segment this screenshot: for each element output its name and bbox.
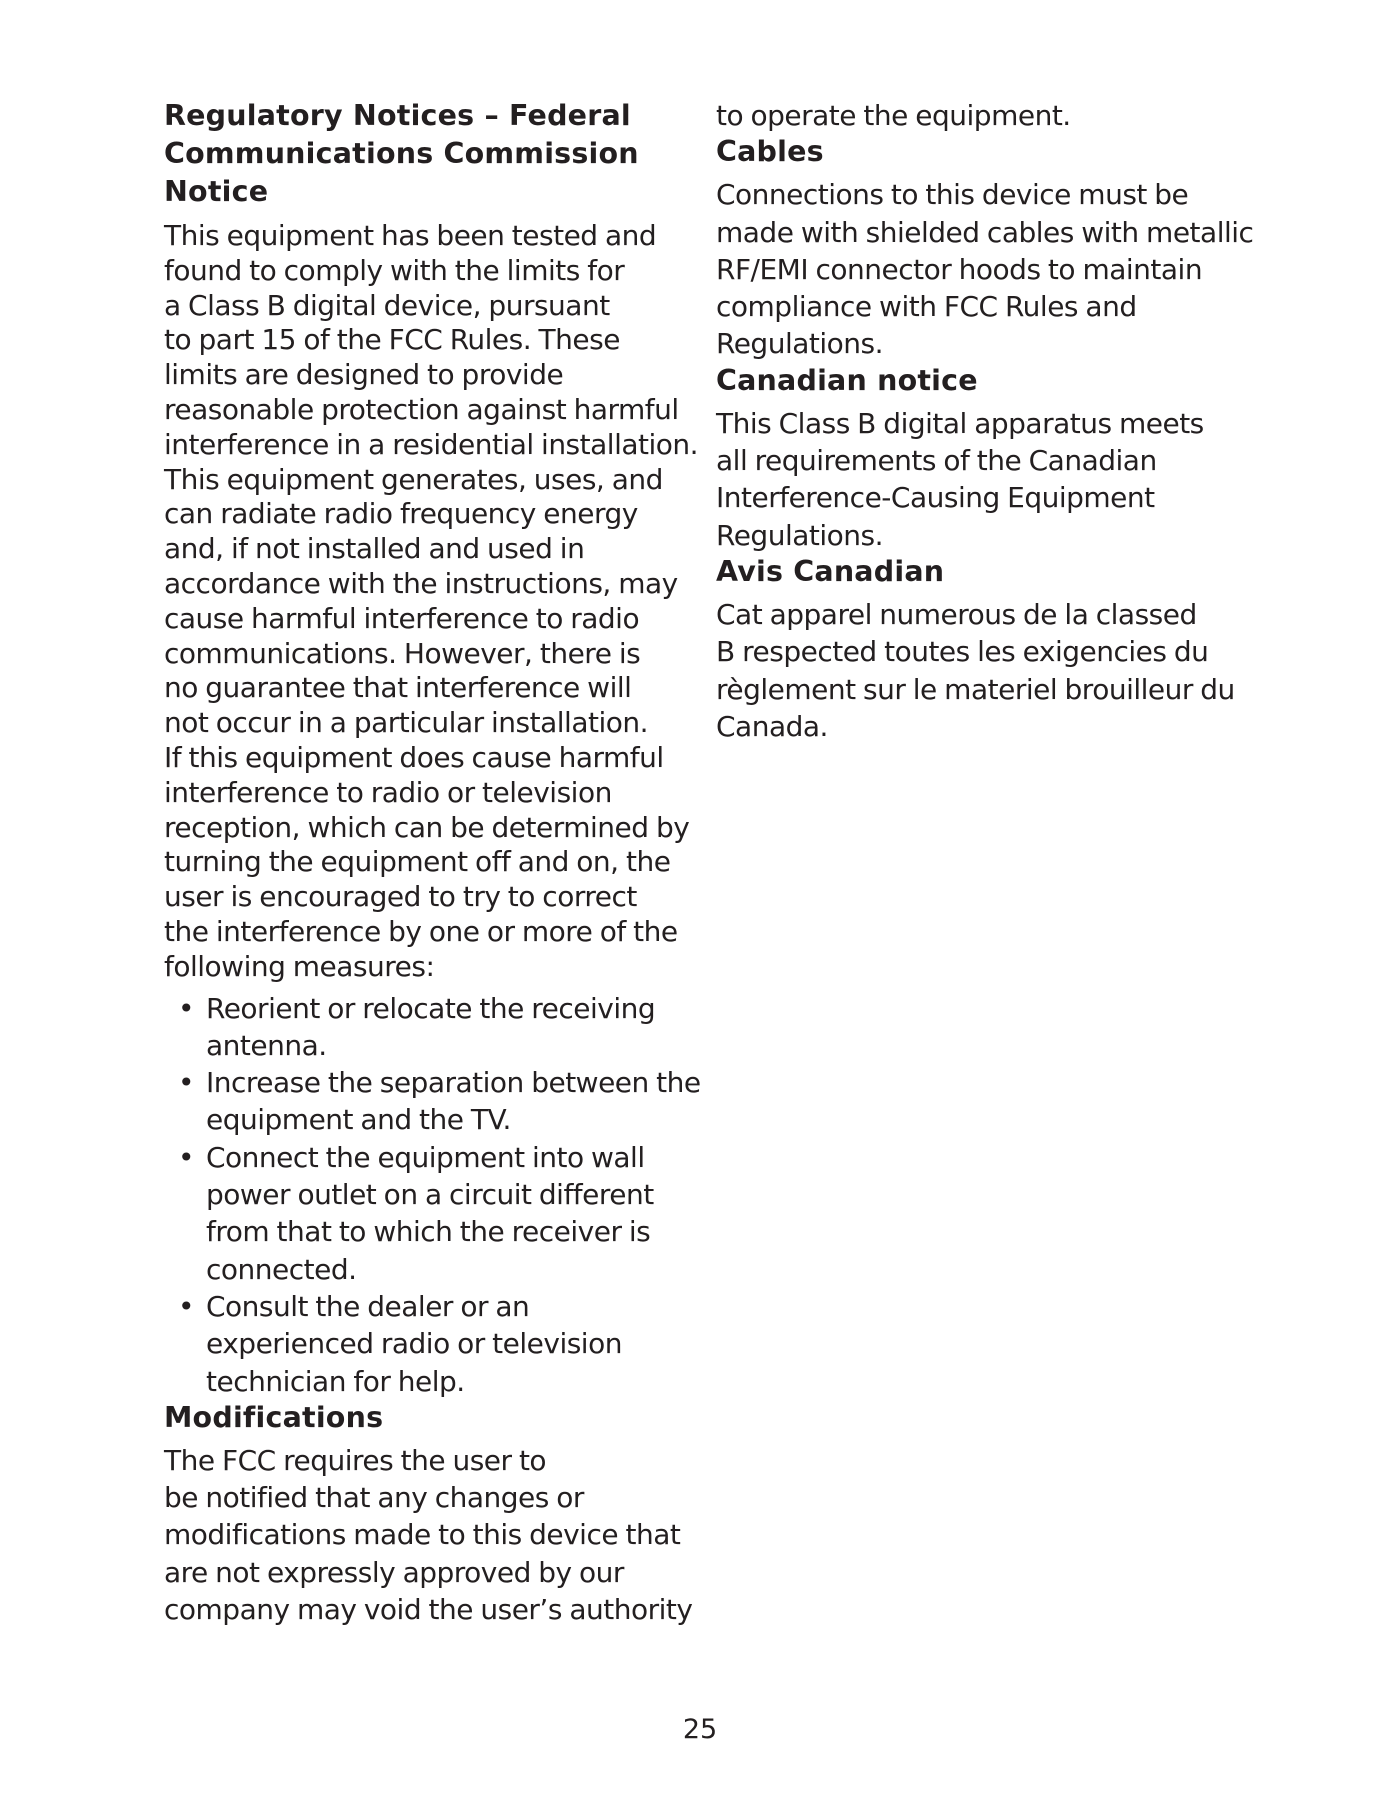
paragraph-line: Regulations.: [716, 327, 884, 361]
list-item-line: equipment and the TV.: [206, 1103, 511, 1137]
list-item-line: connected.: [206, 1252, 357, 1286]
title-line: Regulatory Notices – Federal: [164, 99, 631, 132]
avis-canadian-heading: Avis Canadian: [716, 554, 945, 588]
paragraph-line: company may void the user’s authority: [164, 1592, 693, 1626]
paragraph-line: are not expressly approved by our: [164, 1555, 624, 1589]
paragraph-line: modifications made to this device that: [164, 1518, 681, 1552]
canadian-notice-paragraph: [716, 405, 1276, 554]
paragraph-line: be notified that any changes or: [164, 1481, 584, 1515]
fcc-notice-paragraph: [164, 219, 699, 985]
paragraph-line: Interference-Causing Equipment: [716, 481, 1155, 515]
paragraph-line: can radiate radio frequency energy: [164, 497, 638, 531]
list-item: [164, 990, 684, 1065]
paragraph-line: interference to radio or television: [164, 775, 612, 809]
paragraph-line: limits are designed to provide: [164, 358, 564, 392]
list-item-line: experienced radio or television: [206, 1327, 622, 1361]
cables-paragraph: [716, 176, 1276, 362]
title-line: Communications Commission: [164, 137, 639, 170]
paragraph-line: all requirements of the Canadian: [716, 444, 1157, 478]
bullet-icon: •: [178, 991, 195, 1025]
bullet-icon: •: [178, 1066, 195, 1100]
paragraph-line: cause harmful interference to radio: [164, 601, 640, 635]
paragraph-line: Canada.: [716, 709, 828, 743]
left-column: [164, 97, 701, 1628]
list-item-line: power outlet on a circuit different: [206, 1178, 654, 1212]
page-title: [164, 97, 684, 211]
paragraph-line: This equipment generates, uses, and: [164, 462, 663, 496]
paragraph-line: reasonable protection against harmful: [164, 392, 679, 426]
list-item-line: Reorient or relocate the receiving: [206, 991, 656, 1025]
paragraph-line: Connections to this device must be: [716, 178, 1189, 212]
paragraph-line: compliance with FCC Rules and: [716, 290, 1137, 324]
list-item-line: Connect the equipment into wall: [206, 1140, 645, 1174]
paragraph-line: not occur in a particular installation.: [164, 706, 649, 740]
avis-canadian-paragraph: [716, 596, 1276, 745]
paragraph-line: to part 15 of the FCC Rules. These: [164, 323, 620, 357]
list-item: [164, 1288, 684, 1400]
list-item-line: antenna.: [206, 1028, 327, 1062]
paragraph-line: interference in a residential installation.: [164, 427, 699, 461]
paragraph-line: communications. However, there is: [164, 636, 641, 670]
paragraph-line: accordance with the instructions, may: [164, 566, 678, 600]
continuation-text: to operate the equipment.: [716, 99, 1071, 132]
list-item-line: technician for help.: [206, 1364, 465, 1398]
measures-list: [164, 990, 701, 1400]
page-number: 25: [682, 1714, 718, 1745]
paragraph-line: RF/EMI connector hoods to maintain: [716, 252, 1203, 286]
paragraph-line: and, if not installed and used in: [164, 532, 585, 566]
paragraph-line: The FCC requires the user to: [164, 1443, 547, 1477]
modifications-paragraph: [164, 1442, 693, 1628]
paragraph-line: found to comply with the limits for: [164, 253, 625, 287]
paragraph-line: If this equipment does cause harmful: [164, 740, 664, 774]
modifications-heading: Modifications: [164, 1400, 384, 1434]
paragraph-line: règlement sur le materiel brouilleur du: [716, 672, 1235, 706]
right-column: [716, 97, 1276, 745]
paragraph-line: This Class B digital apparatus meets: [716, 406, 1204, 440]
list-item-line: Consult the dealer or an: [206, 1289, 530, 1323]
cables-heading: Cables: [716, 135, 824, 169]
bullet-icon: •: [178, 1289, 195, 1323]
list-item: [164, 1064, 701, 1139]
paragraph-line: no guarantee that interference will: [164, 671, 632, 705]
list-item-line: from that to which the receiver is: [206, 1215, 651, 1249]
paragraph-line: turning the equipment off and on, the: [164, 845, 671, 879]
paragraph-line: following measures:: [164, 949, 435, 983]
paragraph-line: made with shielded cables with metallic: [716, 215, 1254, 249]
paragraph-line: the interference by one or more of the: [164, 914, 678, 948]
paragraph-line: This equipment has been tested and: [164, 219, 657, 252]
list-item: [164, 1139, 684, 1288]
paragraph-line: Regulations.: [716, 518, 884, 552]
paragraph-line: user is encouraged to try to correct: [164, 880, 637, 914]
paragraph-line: B respected toutes les exigencies du: [716, 635, 1209, 669]
title-line: Notice: [164, 175, 269, 208]
bullet-icon: •: [178, 1140, 195, 1174]
list-item-line: Increase the separation between the: [206, 1066, 701, 1100]
paragraph-line: reception, which can be determined by: [164, 810, 690, 844]
canadian-notice-heading: Canadian notice: [716, 363, 978, 397]
paragraph-line: a Class B digital device, pursuant: [164, 288, 610, 322]
paragraph-line: Cat apparel numerous de la classed: [716, 597, 1197, 631]
